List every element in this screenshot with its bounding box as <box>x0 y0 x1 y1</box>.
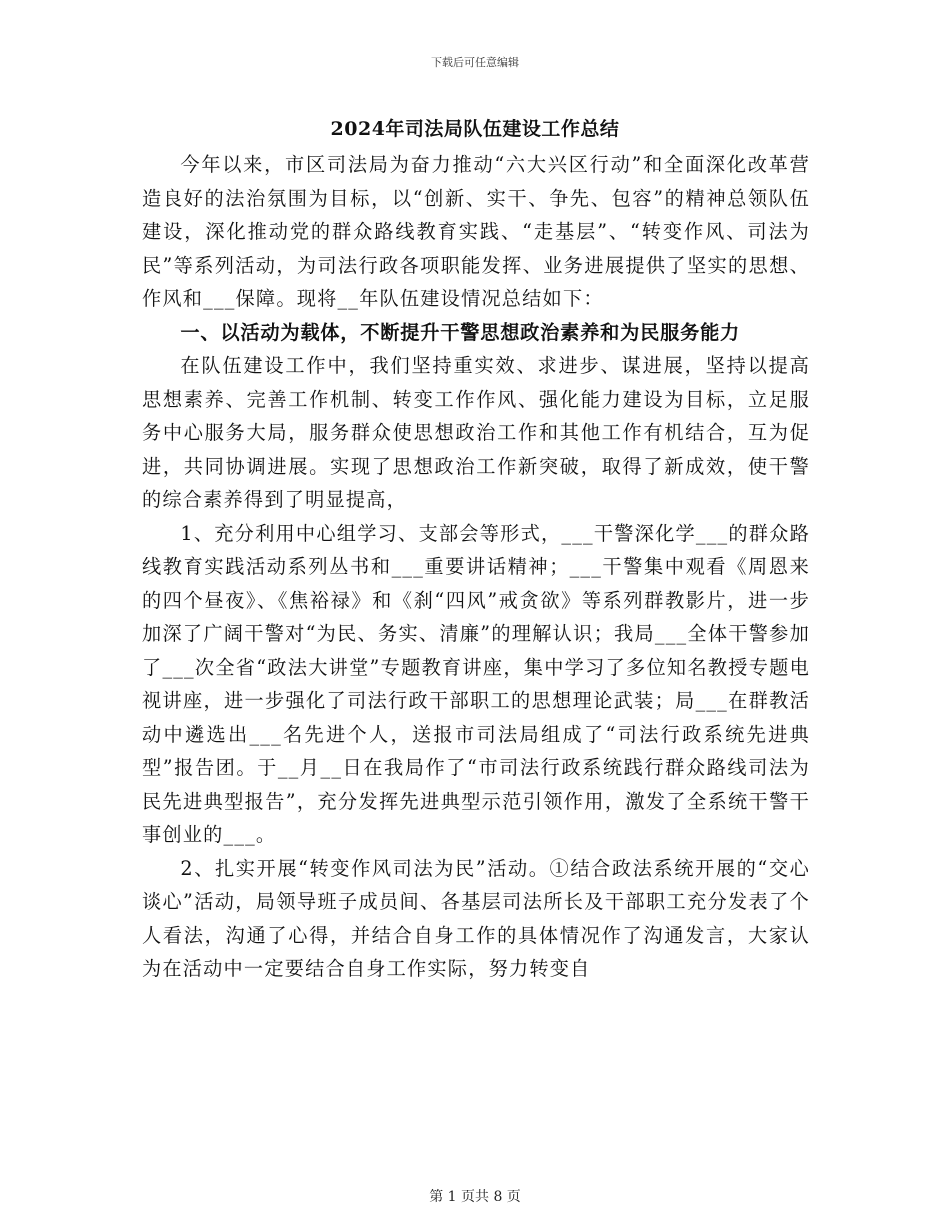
paragraph-section-overview: 在队伍建设工作中，我们坚持重实效、求进步、谋进展，坚持以提高思想素养、完善工作机制、转变工作作风、强化能力建设为目标，立足服务中心服务大局，服务群众使思想政治工作和其他工作有机结合，互为促进，共同协调进展。实现了思想政治工作新突破，取得了新成效，使干警的综合素养得到了明显提高， <box>142 354 810 511</box>
paragraph-item-1: 1、充分利用中心组学习、支部会等形式，___干警深化学___的群众路线教育实践活动系列丛书和___重要讲话精神；___干警集中观看《周恩来的四个昼夜》、《焦裕禄》和《刹“四风”戒贪欲》等系列群教影片，进一步加深了广阔干警对“为民、务实、清廉”的理解认识；我局___全体干警参加了___次全省“政法大讲堂”专题教育讲座，集中学习了多位知名教授专题电视讲座，进一步强化了司法行政干部职工的思想理论武装；局___在群教活动中遴选出___名先进个人，送报市司法局组成了“司法行政系统先进典型”报告团。于__月__日在我局作了“市司法行政系统践行群众路线司法为民先进典型报告”，充分发挥先进典型示范引领作用，激发了全系统干警干事创业的___。 <box>142 521 810 846</box>
section-heading: 一、以活动为载体，不断提升干警思想政治素养和为民服务能力 <box>180 320 741 344</box>
paragraph-intro: 今年以来，市区司法局为奋力推动“六大兴区行动”和全面深化改革营造良好的法治氛围为目标，以“创新、实干、争先、包容”的精神总领队伍建设，深化推动党的群众路线教育实践、“走基层”、“转变作风、司法为民”等系列活动，为司法行政各项职能发挥、业务进展提供了坚实的思想、作风和___保障。现将__年队伍建设情况总结如下： <box>142 153 810 310</box>
paragraph-item-2: 2、扎实开展“转变作风司法为民”活动。①结合政法系统开展的“交心谈心”活动，局领导班子成员间、各基层司法所长及干部职工充分发表了个人看法，沟通了心得，并结合自身工作的具体情况作了沟通发言，大家认为在活动中一定要结合自身工作实际，努力转变自 <box>142 856 810 980</box>
header-note: 下载后可任意编辑 <box>431 56 519 69</box>
page-footer: 第 1 页共 8 页 <box>429 1189 521 1205</box>
document-title: 2024年司法局队伍建设工作总结 <box>330 118 620 140</box>
document-body <box>142 148 810 986</box>
